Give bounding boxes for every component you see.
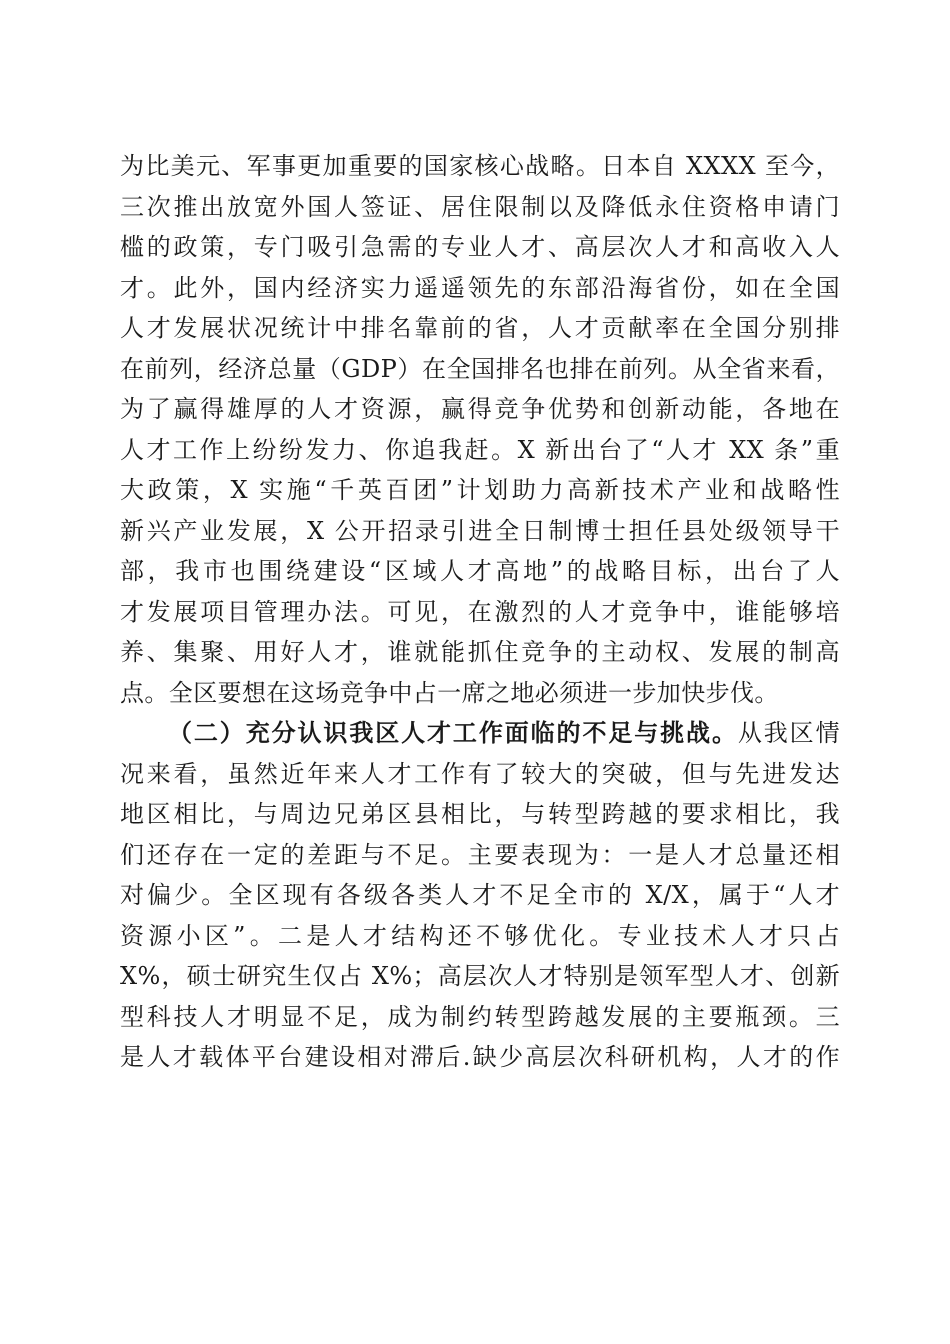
text-line: 槛的政策，专门吸引急需的专业人才、高层次人才和高收入人: [120, 233, 840, 261]
text-line: 才。此外，国内经济实力遥遥领先的东部沿海省份，如在全国: [120, 273, 840, 302]
text-line: 三次推出放宽外国人签证、居住限制以及降低永住资格申请门: [120, 192, 840, 221]
text-line: 才发展项目管理办法。可见，在激烈的人才竞争中，谁能够培: [120, 597, 840, 626]
paragraph-heading-line: [120, 713, 840, 754]
text-line: 对偏少。全区现有各级各类人才不足全市的 X/X，属于“人才: [120, 881, 840, 909]
text-line: 大政策，X 实施“千英百团”计划助力高新技术产业和战略性: [120, 476, 840, 504]
heading-line-rest: 从我区情: [737, 719, 840, 747]
text-line: 人才发展状况统计中排名靠前的省，人才贡献率在全国分别排: [120, 314, 840, 342]
section-heading: （二）充分认识我区人才工作面临的不足与挑战。: [168, 718, 738, 747]
text-line: 们还存在一定的差距与不足。主要表现为：一是人才总量还相: [120, 840, 840, 869]
text-line: 况来看，虽然近年来人才工作有了较大的突破，但与先进发达: [120, 759, 840, 788]
text-line: 型科技人才明显不足，成为制约转型跨越发展的主要瓶颈。三: [120, 1002, 840, 1031]
body-text: [120, 146, 840, 1078]
text-line: 部，我市也围绕建设“区域人才高地”的战略目标，出台了人: [120, 557, 840, 585]
text-line: 为了赢得雄厚的人才资源，赢得竞争优势和创新动能，各地在: [120, 395, 840, 423]
text-line: 新兴产业发展，X 公开招录引进全日制博士担任县处级领导干: [120, 516, 840, 545]
text-line: 地区相比，与周边兄弟区县相比，与转型跨越的要求相比，我: [120, 800, 840, 828]
text-line: 在前列，经济总量（GDP）在全国排名也排在前列。从全省来看，: [120, 354, 840, 383]
text-line: 人才工作上纷纷发力、你追我赶。X 新出台了“人才 XX 条”重: [120, 435, 840, 464]
text-line: 养、集聚、用好人才，谁就能抓住竞争的主动权、发展的制高: [120, 638, 840, 666]
text-line: 点。全区要想在这场竞争中占一席之地必须进一步加快步伐。: [120, 678, 779, 707]
text-line: 是人才载体平台建设相对滞后.缺少高层次科研机构，人才的作: [120, 1043, 840, 1071]
text-line: 为比美元、军事更加重要的国家核心战略。日本自 XXXX 至今，: [120, 152, 840, 180]
text-line: 资源小区”。二是人才结构还不够优化。专业技术人才只占: [120, 921, 840, 950]
text-line: X%，硕士研究生仅占 X%；高层次人才特别是领军型人才、创新: [120, 962, 840, 990]
